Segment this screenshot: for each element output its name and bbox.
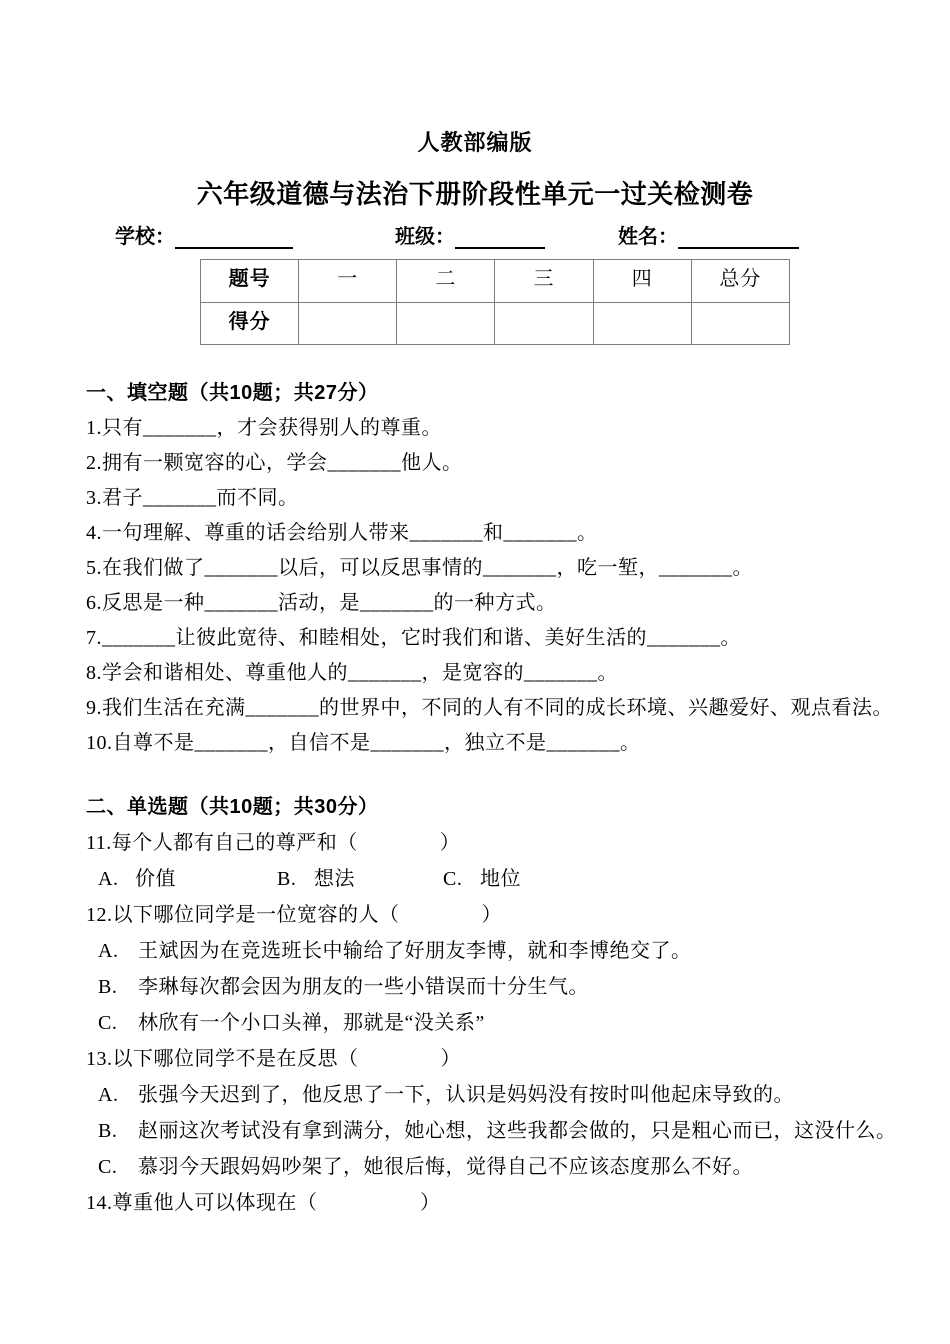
option-item bbox=[443, 861, 521, 897]
option-letter: B. bbox=[277, 868, 297, 890]
option-letter: C. bbox=[98, 1012, 118, 1034]
option-item bbox=[86, 1005, 950, 1041]
score-cell bbox=[593, 303, 691, 345]
option-text: 慕羽今天跟妈妈吵架了，她很后悔，觉得自己不应该态度那么不好。 bbox=[138, 1156, 753, 1178]
option-item bbox=[86, 1113, 950, 1149]
score-table-column: 总分 bbox=[691, 260, 789, 303]
question-line: 9.我们生活在充满_______的世界中，不同的人有不同的成长环境、兴趣爱好、观点看法。 bbox=[86, 697, 893, 719]
question-line: 12.以下哪位同学是一位宽容的人（ ） bbox=[86, 904, 502, 926]
question-11-options-row bbox=[86, 861, 950, 897]
option-item bbox=[277, 861, 443, 897]
option-text: 林欣有一个小口头禅，那就是“没关系” bbox=[138, 1012, 485, 1034]
option-letter: A. bbox=[98, 868, 119, 890]
question-line: 14.尊重他人可以体现在（ ） bbox=[86, 1192, 441, 1214]
edition-label: 人教部编版 bbox=[417, 130, 533, 155]
question-line: 11.每个人都有自己的尊严和（ ） bbox=[86, 832, 461, 854]
option-item bbox=[86, 1149, 950, 1185]
score-table-header-row bbox=[201, 260, 790, 303]
name-label: 姓名： bbox=[618, 226, 678, 248]
option-item bbox=[86, 969, 950, 1005]
score-cell bbox=[495, 303, 593, 345]
option-text: 地位 bbox=[480, 868, 521, 890]
option-item bbox=[98, 861, 277, 897]
option-letter: A. bbox=[98, 940, 119, 962]
option-letter: A. bbox=[98, 1084, 119, 1106]
option-letter: B. bbox=[98, 1120, 118, 1142]
section2-heading: 二、单选题（共10题；共30分） bbox=[86, 796, 379, 818]
multiple-choice-questions bbox=[0, 825, 950, 1221]
option-text: 价值 bbox=[135, 868, 176, 890]
option-item bbox=[86, 933, 950, 969]
option-text: 李琳每次都会因为朋友的一些小错误而十分生气。 bbox=[138, 976, 589, 998]
option-letter: B. bbox=[98, 976, 118, 998]
class-label: 班级： bbox=[395, 226, 455, 248]
score-row-label: 得分 bbox=[201, 303, 299, 345]
question-line: 5.在我们做了_______以后，可以反思事情的_______，吃一堑，_______。 bbox=[86, 557, 753, 579]
score-table-column: 四 bbox=[593, 260, 691, 303]
question-line: 2.拥有一颗宽容的心，学会_______他人。 bbox=[86, 452, 463, 474]
score-table-header-label: 题号 bbox=[201, 260, 299, 303]
school-label: 学校： bbox=[115, 226, 175, 248]
fill-in-questions bbox=[0, 411, 950, 761]
option-text: 想法 bbox=[314, 868, 355, 890]
question-line: 3.君子_______而不同。 bbox=[86, 487, 299, 509]
score-table-score-row bbox=[201, 303, 790, 345]
class-blank-line bbox=[455, 227, 545, 249]
score-table bbox=[200, 259, 790, 345]
student-info-line bbox=[115, 225, 950, 249]
name-blank-line bbox=[678, 227, 799, 249]
school-blank-line bbox=[175, 227, 293, 249]
score-table-column: 一 bbox=[299, 260, 397, 303]
score-table-column: 二 bbox=[397, 260, 495, 303]
question-line: 4.一句理解、尊重的话会给别人带来_______和_______。 bbox=[86, 522, 598, 544]
option-item bbox=[86, 1077, 950, 1113]
paper-title: 六年级道德与法治下册阶段性单元一过关检测卷 bbox=[196, 179, 754, 209]
question-line: 13.以下哪位同学不是在反思（ ） bbox=[86, 1048, 461, 1070]
question-line: 6.反思是一种_______活动，是_______的一种方式。 bbox=[86, 592, 557, 614]
option-letter: C. bbox=[98, 1156, 118, 1178]
question-line: 8.学会和谐相处、尊重他人的_______，是宽容的_______。 bbox=[86, 662, 618, 684]
score-cell bbox=[299, 303, 397, 345]
score-table-column: 三 bbox=[495, 260, 593, 303]
option-text: 张强今天迟到了，他反思了一下，认识是妈妈没有按时叫他起床导致的。 bbox=[138, 1084, 794, 1106]
option-text: 王斌因为在竞选班长中输给了好朋友李博，就和李博绝交了。 bbox=[138, 940, 692, 962]
option-letter: C. bbox=[443, 868, 463, 890]
question-line: 1.只有_______，才会获得别人的尊重。 bbox=[86, 417, 442, 439]
score-cell bbox=[397, 303, 495, 345]
score-cell bbox=[691, 303, 789, 345]
question-line: 10.自尊不是_______，自信不是_______，独立不是_______。 bbox=[86, 732, 641, 754]
option-text: 赵丽这次考试没有拿到满分，她心想，这些我都会做的，只是粗心而已，这没什么。 bbox=[138, 1120, 897, 1142]
section1-heading: 一、填空题（共10题；共27分） bbox=[86, 382, 379, 404]
question-line: 7._______让彼此宽待、和睦相处，它时我们和谐、美好生活的_______。 bbox=[86, 627, 741, 649]
